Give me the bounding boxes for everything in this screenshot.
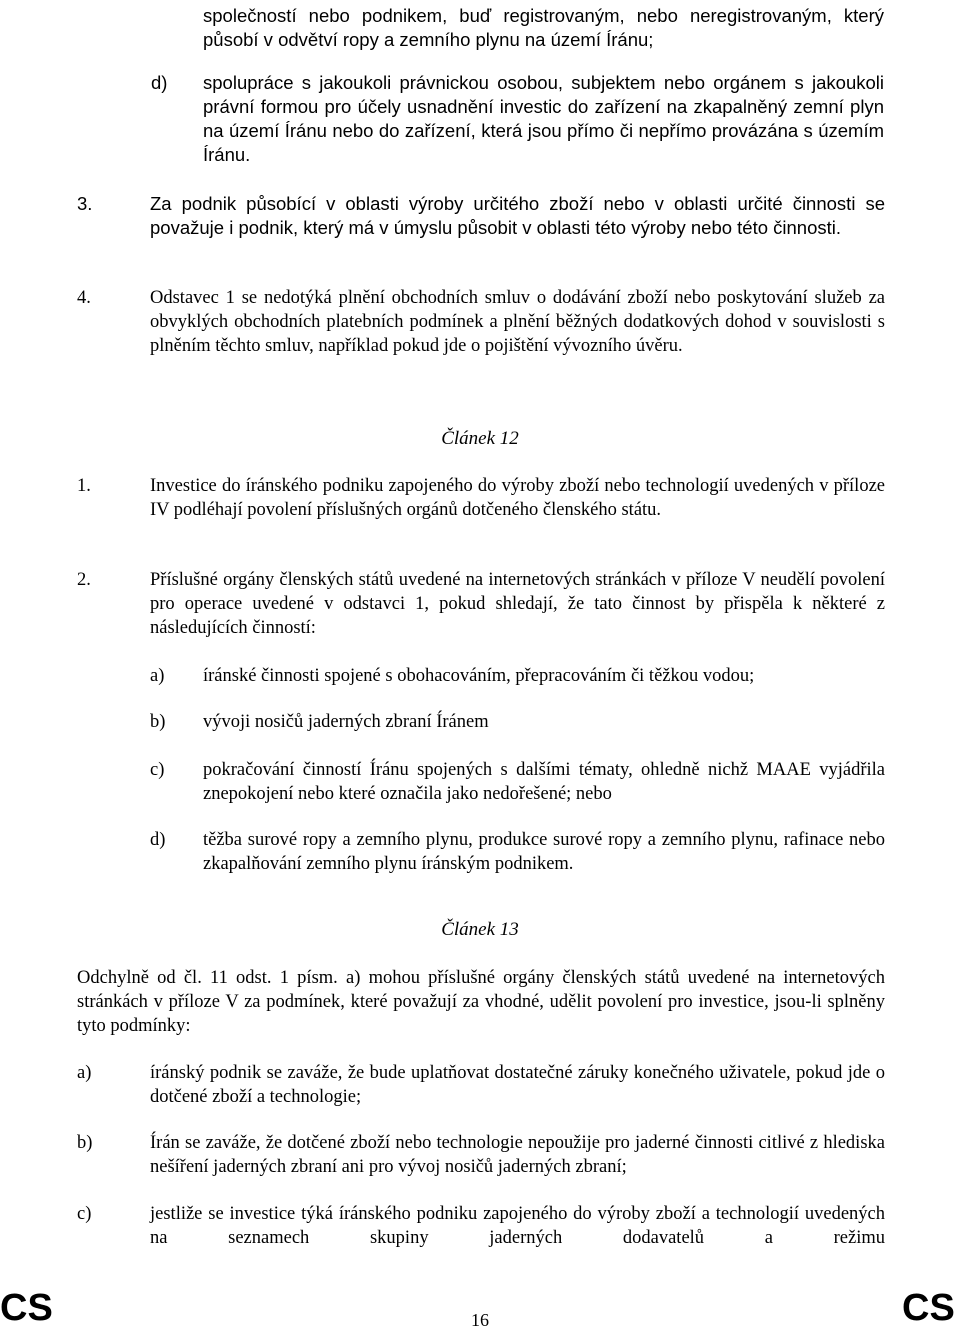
page-number: 16 xyxy=(471,1310,489,1330)
list-label-c: c) xyxy=(150,760,165,780)
item-text-d: spolupráce s jakoukoli právnickou osobou, subjektem nebo orgánem s jakoukoli právní formou pro účely usnadnění investic do zařízení na zkapalněný zemní plyn na území Íránu nebo do zařízení, která jsou přímo či nepřímo provázána s územím Íránu. xyxy=(203,72,884,165)
condition-label-c: c) xyxy=(77,1204,92,1224)
article-13-heading: Článek 13 xyxy=(441,919,519,940)
condition-a: íránský podnik se zaváže, že bude uplatňovat dostatečné záruky konečného uživatele, pokud jde o dotčené zboží a technologie; xyxy=(150,1063,885,1107)
condition-b: Írán se zaváže, že dotčené zboží nebo technologie nepoužije pro jaderné činnosti citlivé z hlediska nešíření jaderných zbraní ani pro vývoj nosičů jaderných zbraní; xyxy=(150,1133,885,1177)
list-label-d: d) xyxy=(150,830,166,850)
language-code-right: CS xyxy=(902,1287,955,1329)
article-12-paragraph-2: Příslušné orgány členských států uvedené na internetových stránkách v příloze V neudělí povolení pro operace uvedené v odstavci 1, pokud shledají, že tato činnost by přispěla k některé z následujících činností: xyxy=(150,570,885,638)
article-12-paragraph-1: Investice do íránského podniku zapojeného do výroby zboží nebo technologií uvedených v příloze IV podléhají povolení příslušných orgánů dotčeného členského státu. xyxy=(150,476,885,520)
item-label-d: d) xyxy=(151,72,168,93)
article-12-heading: Článek 12 xyxy=(441,428,519,449)
paragraph-3: Za podnik působící v oblasti výroby určitého zboží nebo v oblasti určité činnosti se považuje i podnik, který má v úmyslu působit v oblasti této výroby nebo této činnosti. xyxy=(150,193,885,238)
paragraph-number-1: 1. xyxy=(77,476,91,496)
language-code-left: CS xyxy=(0,1287,53,1329)
list-label-a: a) xyxy=(150,666,165,686)
paragraph-4: Odstavec 1 se nedotýká plnění obchodních smluv o dodávání zboží nebo poskytování služeb za obvyklých obchodních platebních podmínek a plnění běžných dodatkových dohod v souvislosti s plněním těchto smluv, například pokud jde o pojištění vývozního úvěru. xyxy=(150,288,885,356)
list-item-b: vývoji nosičů jaderných zbraní Íránem xyxy=(203,712,489,732)
condition-c: jestliže se investice týká íránského podniku zapojeného do výroby zboží a technologií uvedených na seznamech skupiny jaderných dodavatelů a režimu xyxy=(150,1204,885,1248)
list-item-c: pokračování činností Íránu spojených s dalšími tématy, ohledně nichž MAAE vyjádřila znepokojení nebo které označila jako nedořešené; nebo xyxy=(203,760,885,804)
list-label-b: b) xyxy=(150,712,166,732)
list-item-a: íránské činnosti spojené s obohacováním, přepracováním či těžkou vodou; xyxy=(203,666,755,686)
paragraph-number-3: 3. xyxy=(77,193,93,214)
condition-label-b: b) xyxy=(77,1133,93,1153)
continuation-paragraph: společností nebo podnikem, buď registrovaným, nebo neregistrovaným, který působí v odvětví ropy a zemního plynu na území Íránu; xyxy=(203,5,884,50)
condition-label-a: a) xyxy=(77,1063,92,1083)
paragraph-number-4: 4. xyxy=(77,288,91,308)
paragraph-number-2: 2. xyxy=(77,570,91,590)
list-item-d: těžba surové ropy a zemního plynu, produkce surové ropy a zemního plynu, rafinace nebo zkapalňování zemního plynu íránským podnikem. xyxy=(203,830,885,874)
article-13-intro: Odchylně od čl. 11 odst. 1 písm. a) mohou příslušné orgány členských států uvedené na internetových stránkách v příloze V za podmínek, které považují za vhodné, udělit povolení pro investice, jsou-li splněny tyto podmínky: xyxy=(77,968,885,1036)
